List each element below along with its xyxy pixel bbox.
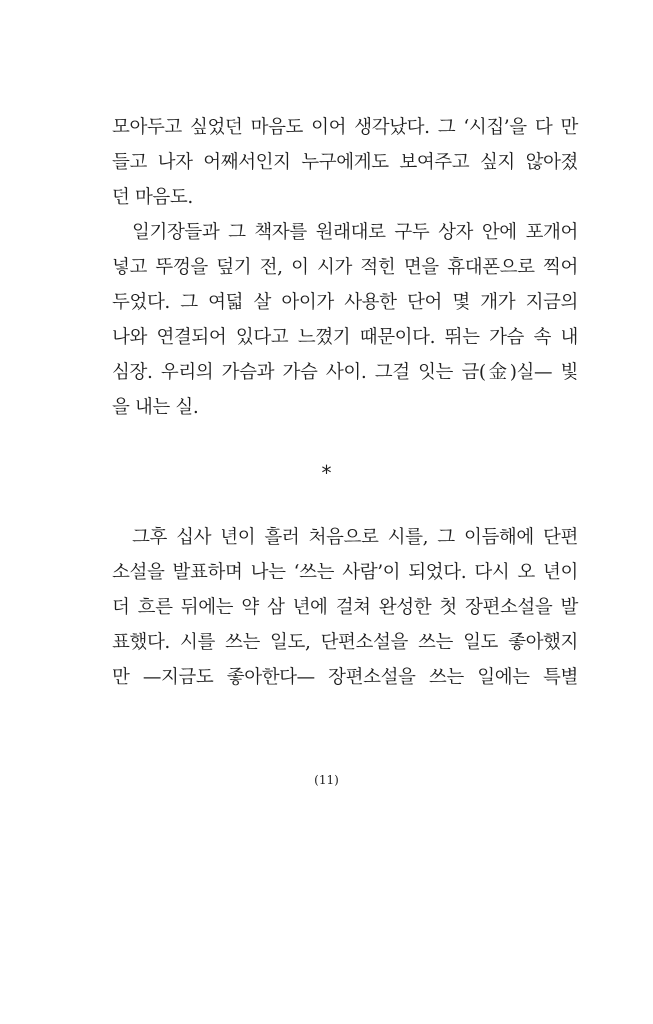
text-line: 그후 십사 년이 흘러 처음으로 시를, 그 이듬해에 단편 xyxy=(132,527,578,548)
page-number: (11) xyxy=(314,773,339,787)
text-line: 만 —지금도 좋아한다— 장편소설을 쓰는 일에는 특별 xyxy=(112,667,578,688)
paragraph-2 xyxy=(112,215,578,425)
text-line: 일기장들과 그 책자를 원래대로 구두 상자 안에 포개어 xyxy=(132,222,578,243)
text-line: 더 흐른 뒤에는 약 삼 년에 걸쳐 완성한 첫 장편소설을 발 xyxy=(112,597,578,618)
paragraph-1 xyxy=(112,110,578,215)
text-line: 나와 연결되어 있다고 느꼈기 때문이다. 뛰는 가슴 속 내 xyxy=(112,327,578,348)
text-line: 들고 나자 어째서인지 누구에게도 보여주고 싶지 않아졌 xyxy=(112,152,578,173)
section-break-asterisk: * xyxy=(321,461,332,485)
text-block-bottom xyxy=(112,520,578,695)
text-line: 심장. 우리의 가슴과 가슴 사이. 그걸 잇는 금(金)실— 빛 xyxy=(112,362,578,383)
text-line: 넣고 뚜껑을 덮기 전, 이 시가 적힌 면을 휴대폰으로 찍어 xyxy=(112,257,578,278)
text-line: 표했다. 시를 쓰는 일도, 단편소설을 쓰는 일도 좋아했지 xyxy=(112,632,578,653)
text-line: 던 마음도. xyxy=(112,187,193,208)
text-line: 소설을 발표하며 나는 ‘쓰는 사람’이 되었다. 다시 오 년이 xyxy=(112,562,578,583)
text-line: 을 내는 실. xyxy=(112,397,199,418)
text-line: 모아두고 싶었던 마음도 이어 생각났다. 그 ‘시집’을 다 만 xyxy=(112,117,578,138)
text-line: 두었다. 그 여덟 살 아이가 사용한 단어 몇 개가 지금의 xyxy=(112,292,578,313)
paragraph-3 xyxy=(112,520,578,695)
text-block-top xyxy=(112,110,578,425)
